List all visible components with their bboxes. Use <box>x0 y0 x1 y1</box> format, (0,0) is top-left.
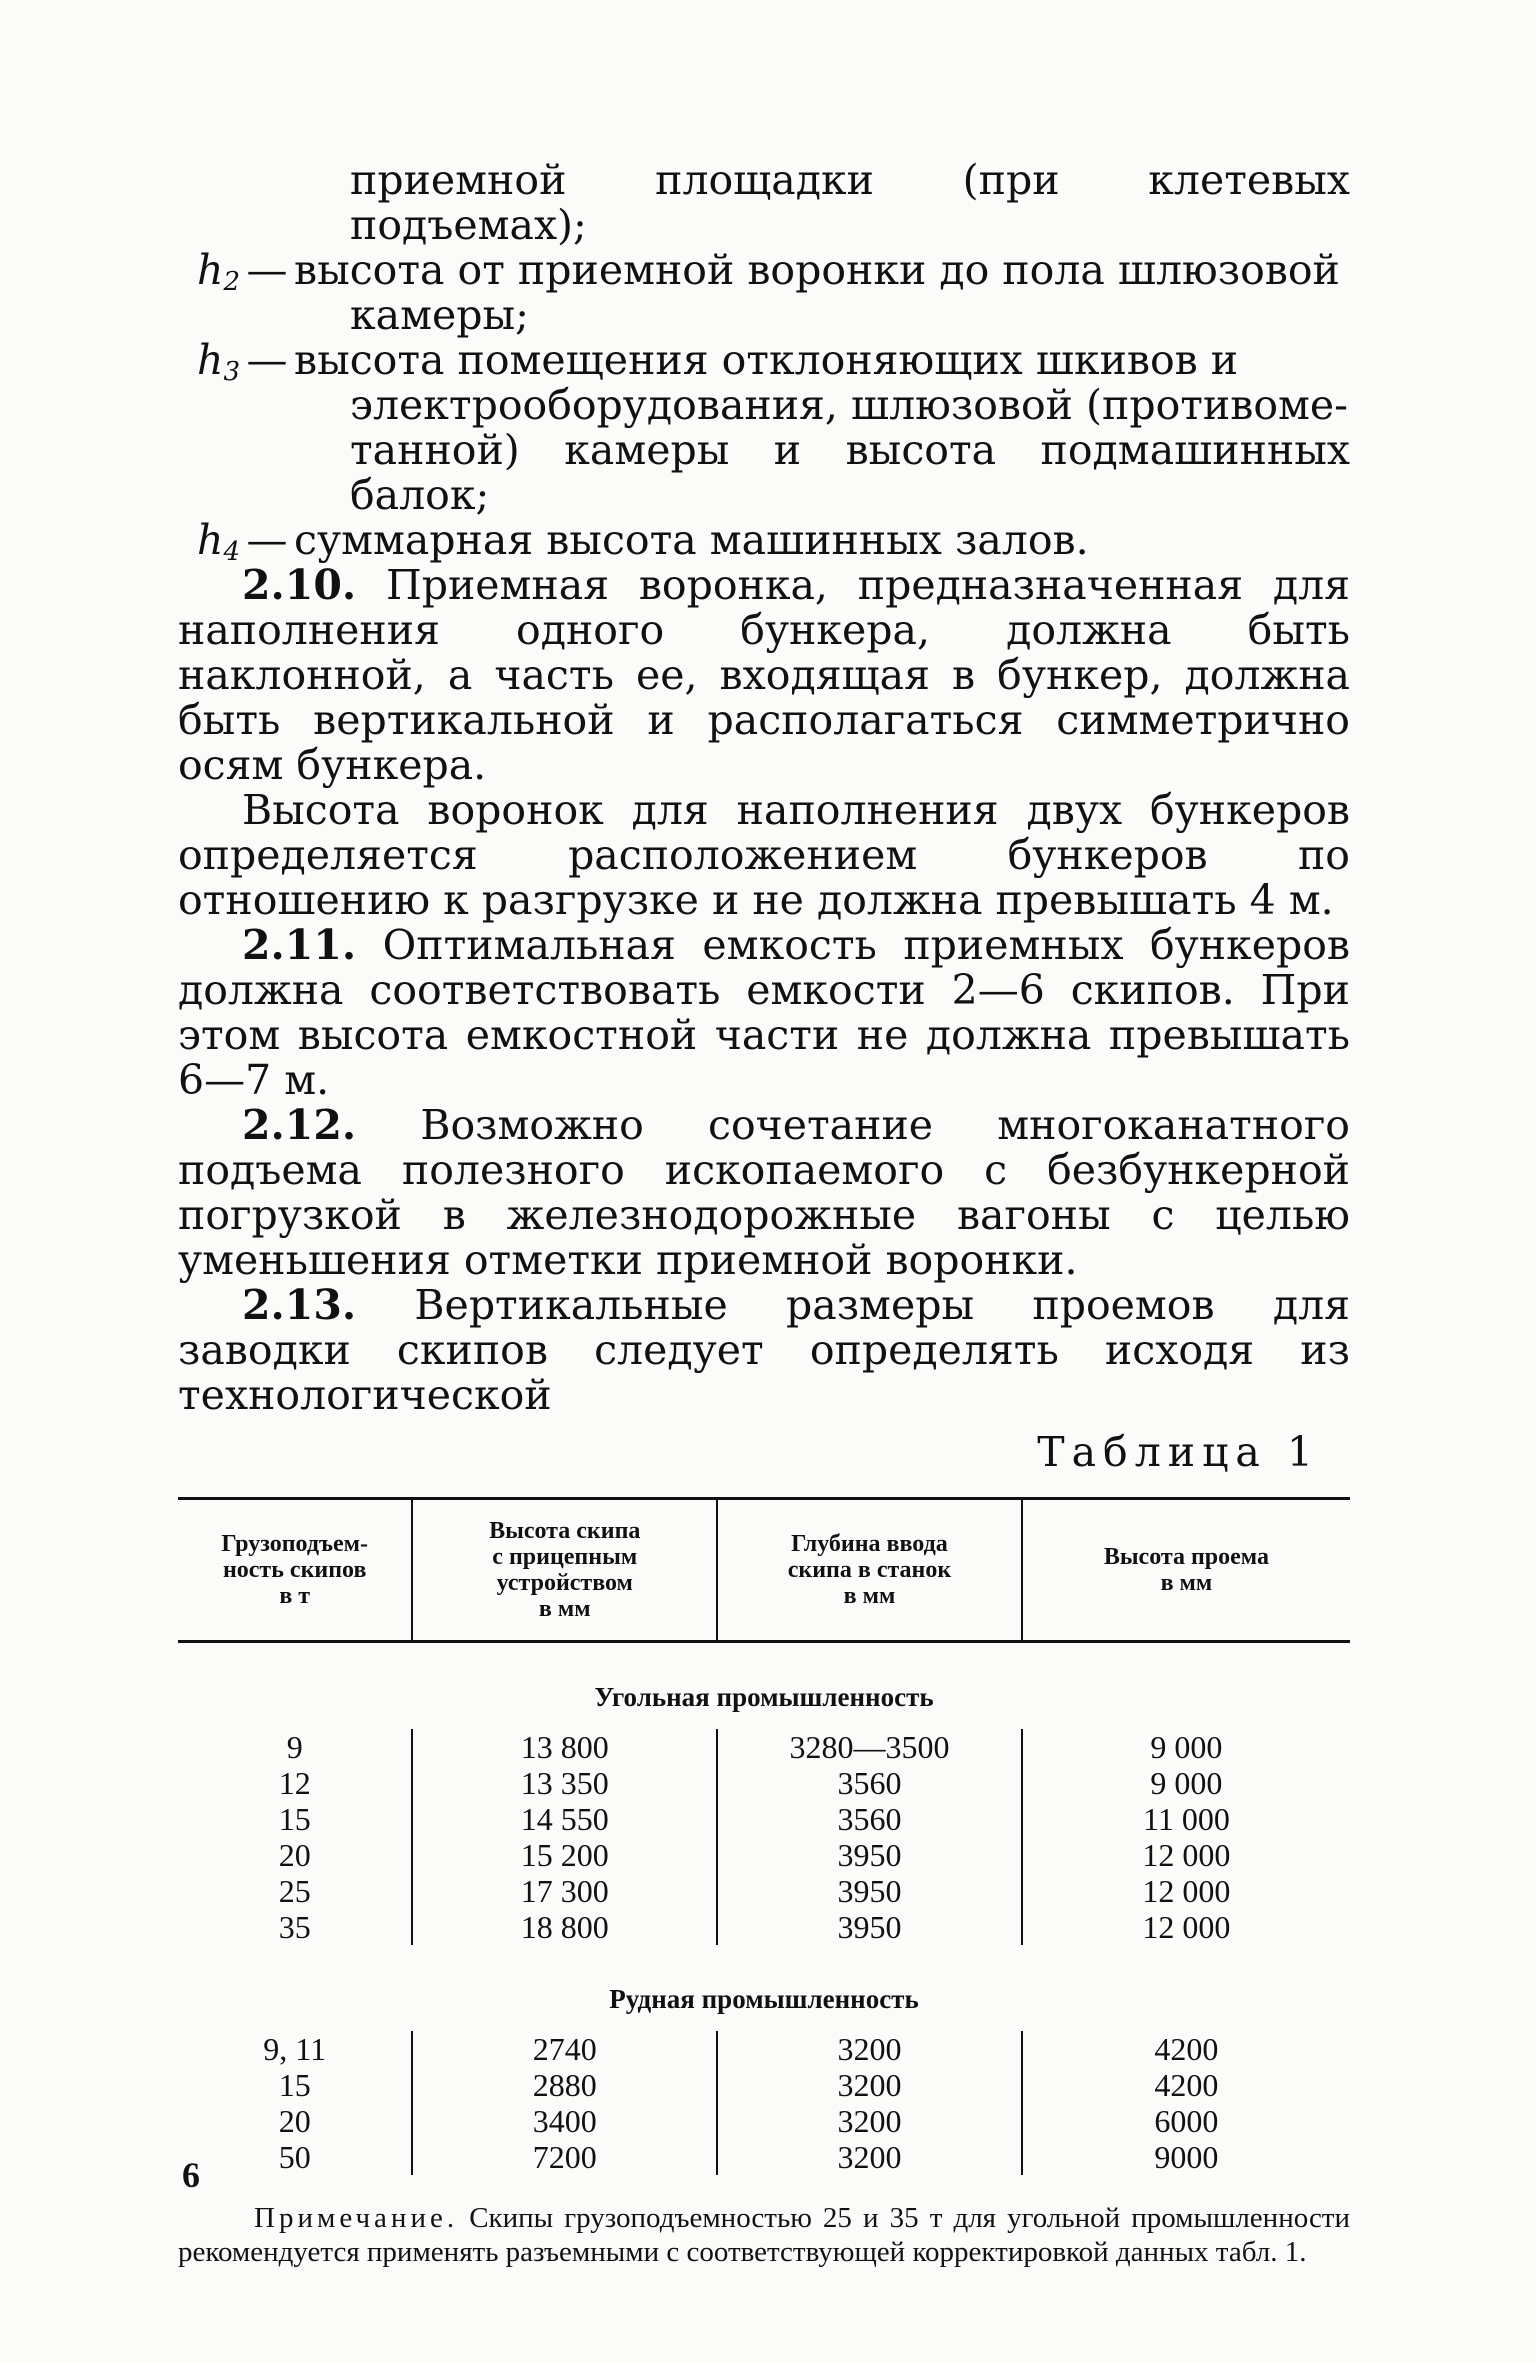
header-capacity: Грузоподъем- ность скипов в т <box>178 1499 412 1642</box>
paragraph <box>178 1283 1350 1418</box>
table-row <box>178 2103 1350 2139</box>
page-content <box>178 158 1350 2269</box>
definition-continuation: приемной площадки (при клетевых подъемах); <box>350 156 1350 249</box>
cell-opening-height: 12 000 <box>1022 1837 1350 1873</box>
cell-skip-height: 13 350 <box>412 1765 717 1801</box>
header-skip-height: Высота скипа с прицепным устройством в мм <box>412 1499 717 1642</box>
footnote <box>178 2201 1350 2269</box>
cell-capacity: 20 <box>278 2103 311 2139</box>
cell-opening-height: 9 000 <box>1022 1765 1350 1801</box>
definition-text: высота от приемной воронки до пола шлюзовой <box>294 246 1340 294</box>
table-row <box>178 2067 1350 2103</box>
paragraph <box>178 563 1350 788</box>
cell-capacity: 15 <box>278 1801 311 1837</box>
table-row <box>178 1837 1350 1873</box>
definition-text-line: электрооборудования, шлюзовой (противоме- <box>350 381 1349 429</box>
cell-opening-height: 6000 <box>1022 2103 1350 2139</box>
definition-text-line: камеры; <box>350 291 529 339</box>
cell-opening-height: 11 000 <box>1022 1801 1350 1837</box>
cell-capacity: 35 <box>278 1909 311 1945</box>
cell-insertion-depth: 3950 <box>717 1873 1022 1909</box>
cell-skip-height: 18 800 <box>412 1909 717 1945</box>
header-insertion-depth: Глубина ввода скипа в станок в мм <box>717 1499 1022 1642</box>
cell-capacity: 9 <box>286 1729 303 1765</box>
definition-dash: — <box>246 516 288 564</box>
cell-opening-height: 9000 <box>1022 2139 1350 2175</box>
table-caption: Таблица 1 <box>1037 1428 1320 1476</box>
cell-insertion-depth: 3950 <box>717 1909 1022 1945</box>
cell-skip-height: 15 200 <box>412 1837 717 1873</box>
table-row <box>178 1801 1350 1837</box>
definition-dash: — <box>246 336 288 384</box>
cell-opening-height: 9 000 <box>1022 1729 1350 1765</box>
cell-skip-height: 17 300 <box>412 1873 717 1909</box>
paragraph-text: Приемная воронка, предназначенная для наполнения одного бункера, должна быть наклонной, а часть ее, входящая в бункер, должна быть вертикальной и располагаться симметрично осям бункера. <box>178 561 1350 789</box>
paragraph <box>178 1103 1350 1283</box>
cell-opening-height: 12 000 <box>1022 1873 1350 1909</box>
paragraph-number: 2.10. <box>242 561 357 609</box>
cell-insertion-depth: 3950 <box>717 1837 1022 1873</box>
definition-item <box>178 246 1350 297</box>
section-title: Рудная промышленность <box>609 1984 919 2014</box>
table-row <box>178 1909 1350 1945</box>
cell-skip-height: 14 550 <box>412 1801 717 1837</box>
cell-capacity: 50 <box>278 2139 311 2175</box>
cell-skip-height: 2740 <box>412 2031 717 2067</box>
cell-insertion-depth: 3200 <box>717 2067 1022 2103</box>
cell-insertion-depth: 3200 <box>717 2139 1022 2175</box>
table-section-heading <box>178 1945 1350 2031</box>
cell-insertion-depth: 3560 <box>717 1801 1022 1837</box>
paragraph-number: 2.11. <box>242 921 357 969</box>
table-section-heading <box>178 1642 1350 1730</box>
paragraph-text: Возможно сочетание многоканатного подъема полезного ископаемого с безбункерной погрузкой в железнодорожные вагоны с целью уменьшения отметки приемной воронки. <box>178 1101 1350 1284</box>
cell-capacity: 25 <box>278 1873 311 1909</box>
definition-dash: — <box>246 246 288 294</box>
definition-item <box>178 516 1350 567</box>
table-header-row <box>178 1499 1350 1642</box>
definitions <box>178 156 1350 567</box>
paragraph-text: Высота воронок для наполнения двух бункеров определяется расположением бункеров по отношению к разгрузке и не должна превышать 4 м. <box>178 786 1350 924</box>
cell-skip-height: 2880 <box>412 2067 717 2103</box>
cell-skip-height: 7200 <box>412 2139 717 2175</box>
cell-insertion-depth: 3200 <box>717 2103 1022 2139</box>
table-row <box>178 1765 1350 1801</box>
cell-skip-height: 13 800 <box>412 1729 717 1765</box>
cell-capacity: 12 <box>278 1765 311 1801</box>
note-label: Примечание. <box>254 2202 459 2234</box>
paragraph-text: Вертикальные размеры проемов для заводки скипов следует определять исходя из технологической <box>178 1281 1350 1419</box>
cell-insertion-depth: 3200 <box>717 2031 1022 2067</box>
table-row <box>178 1873 1350 1909</box>
cell-capacity: 9, 11 <box>263 2031 327 2067</box>
section-title: Угольная промышленность <box>594 1682 934 1712</box>
table-row <box>178 1729 1350 1765</box>
paragraph <box>178 923 1350 1103</box>
definition-symbol: $h_2$ <box>197 246 240 297</box>
cell-capacity: 15 <box>278 2067 311 2103</box>
paragraph-number: 2.13. <box>242 1281 357 1329</box>
cell-opening-height: 4200 <box>1022 2031 1350 2067</box>
cell-skip-height: 3400 <box>412 2103 717 2139</box>
paragraph-text: Оптимальная емкость приемных бункеров должна соответствовать емкости 2—6 скипов. При этом высота емкостной части не должна превышать 6—7 м. <box>178 921 1350 1104</box>
cell-opening-height: 12 000 <box>1022 1909 1350 1945</box>
cell-insertion-depth: 3280—3500 <box>717 1729 1022 1765</box>
table-row <box>178 2139 1350 2175</box>
definition-text: суммарная высота машинных залов. <box>294 516 1089 564</box>
cell-capacity: 20 <box>278 1837 311 1873</box>
page-number: 6 <box>182 2155 200 2195</box>
data-table <box>178 1497 1350 2175</box>
paragraph-number: 2.12. <box>242 1101 357 1149</box>
definition-symbol: $h_4$ <box>197 516 240 567</box>
table-body <box>178 1642 1350 2176</box>
definition-item <box>178 336 1350 387</box>
note-text: Скипы грузоподъемностью 25 и 35 т для угольной промышленности рекомендуется применять разъемными с соответствующей корректировкой данных табл. 1. <box>178 2202 1351 2268</box>
paragraphs <box>178 563 1350 1418</box>
definition-text-line: танной) камеры и высота подмашинных балок; <box>350 426 1350 519</box>
header-opening-height: Высота проема в мм <box>1022 1499 1350 1642</box>
cell-insertion-depth: 3560 <box>717 1765 1022 1801</box>
paragraph <box>178 788 1350 923</box>
cell-opening-height: 4200 <box>1022 2067 1350 2103</box>
definition-symbol: $h_3$ <box>197 336 240 387</box>
definition-text: высота помещения отклоняющих шкивов и <box>294 336 1239 384</box>
table-row <box>178 2031 1350 2067</box>
